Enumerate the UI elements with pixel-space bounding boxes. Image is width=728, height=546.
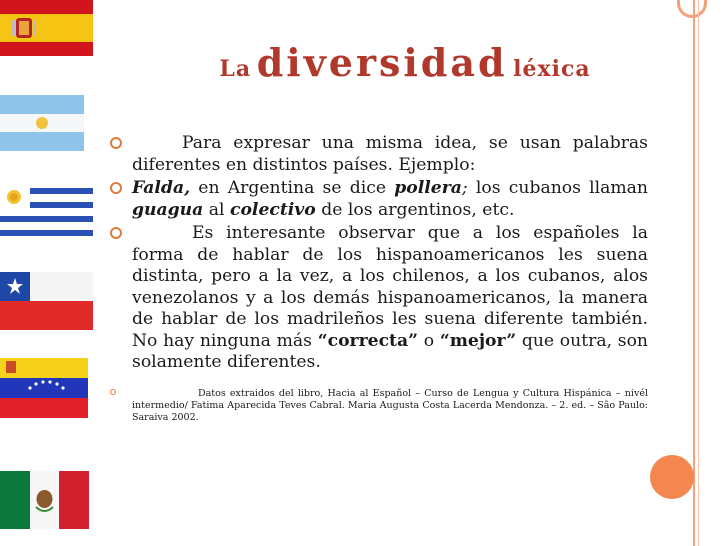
- spain-flag: [0, 0, 93, 56]
- bullet-text: de los argentinos, etc.: [315, 199, 515, 220]
- bullet-item-1: [108, 133, 648, 176]
- bullet-icon: [110, 137, 122, 149]
- bullet-item-2: [108, 178, 648, 221]
- bullet-text: o: [418, 330, 440, 351]
- bullet-text: en Argentina se dice: [190, 178, 395, 198]
- word-pollera: pollera: [394, 178, 462, 198]
- venezuela-flag: [0, 358, 88, 418]
- word-mejor: “mejor”: [439, 330, 517, 351]
- mexico-flag: [0, 471, 89, 529]
- bullet-item-source: [108, 388, 648, 424]
- ring-decoration: [677, 0, 707, 18]
- word-falda: Falda,: [132, 178, 191, 198]
- word-colectivo: colectivo: [229, 199, 316, 220]
- bullet-text: que outra, son solamente diferentes.: [132, 330, 649, 372]
- right-border-line-inner: [698, 0, 699, 546]
- title-part-lexica: léxica: [513, 56, 591, 82]
- chile-flag: [0, 272, 93, 330]
- uruguay-flag: [0, 182, 93, 242]
- bullet-icon: [110, 227, 122, 239]
- slide-title: [120, 40, 690, 85]
- orange-circle-decoration: [650, 455, 694, 499]
- bullet-text: al: [203, 199, 230, 220]
- bullet-text: Es interesante observar que a los españoles la forma de hablar de los hispanoamericanos les suena distinta, pero a la vez, a los chilenos, a los cubanos, alos venezolanos y a los demás hispanoamericanos, la manera de hablar de los madrileños les suena diferente también. No hay ninguna más: [132, 223, 648, 351]
- title-part-la: La: [219, 56, 252, 82]
- word-guagua: guagua: [132, 199, 204, 220]
- source-citation: Datos extraidos del libro, Hacia al Español – Curso de Lengua y Cultura Hispánica – nivél intermedio/ Fatima Aparecida Teves Cabral. Maria Augusta Costa Lacerda Mendonza. – 2. ed. – São Paulo: Saraiva 2002.: [132, 387, 648, 423]
- title-part-diversidad: diversidad: [256, 40, 508, 85]
- bullet-list: [108, 133, 648, 426]
- word-correcta: “correcta”: [317, 330, 419, 351]
- semicolon: ;: [461, 178, 468, 198]
- bullet-icon: [110, 182, 122, 194]
- right-border-line: [693, 0, 695, 546]
- argentina-flag: [0, 95, 84, 151]
- bullet-item-3: [108, 223, 648, 374]
- bullet-text: Para expresar una misma idea, se usan palabras diferentes en distintos países. Ejemplo:: [132, 133, 648, 175]
- bullet-text: los cubanos llaman: [467, 178, 648, 198]
- bullet-icon: [110, 389, 116, 395]
